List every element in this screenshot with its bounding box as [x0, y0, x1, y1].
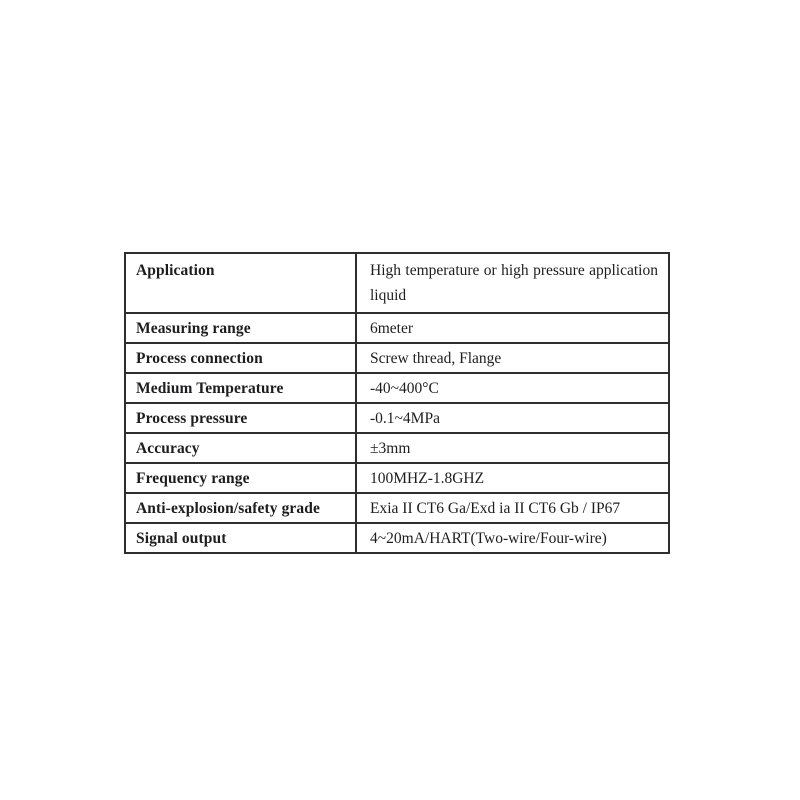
specification-table: [124, 252, 670, 554]
table-row: [125, 433, 669, 463]
spec-label: Frequency range: [125, 463, 356, 493]
spec-value: 4~20mA/HART(Two-wire/Four-wire): [356, 523, 669, 553]
spec-label: Process connection: [125, 343, 356, 373]
table-row: [125, 463, 669, 493]
spec-label: Anti-explosion/safety grade: [125, 493, 356, 523]
spec-value: 6meter: [356, 313, 669, 343]
table-row: [125, 313, 669, 343]
spec-value: -0.1~4MPa: [356, 403, 669, 433]
spec-label: Process pressure: [125, 403, 356, 433]
spec-value: 100MHZ-1.8GHZ: [356, 463, 669, 493]
table-row: [125, 523, 669, 553]
spec-label: Accuracy: [125, 433, 356, 463]
spec-label: Medium Temperature: [125, 373, 356, 403]
spec-label: Signal output: [125, 523, 356, 553]
table-row: [125, 373, 669, 403]
table-row: [125, 403, 669, 433]
spec-value: High temperature or high pressure application liquid: [356, 253, 669, 313]
spec-label: Application: [125, 253, 356, 313]
spec-value: Screw thread, Flange: [356, 343, 669, 373]
table-row: [125, 343, 669, 373]
table-row: [125, 253, 669, 313]
spec-value: -40~400°C: [356, 373, 669, 403]
spec-value: Exia II CT6 Ga/Exd ia II CT6 Gb / IP67: [356, 493, 669, 523]
spec-value: ±3mm: [356, 433, 669, 463]
spec-label: Measuring range: [125, 313, 356, 343]
table-row: [125, 493, 669, 523]
